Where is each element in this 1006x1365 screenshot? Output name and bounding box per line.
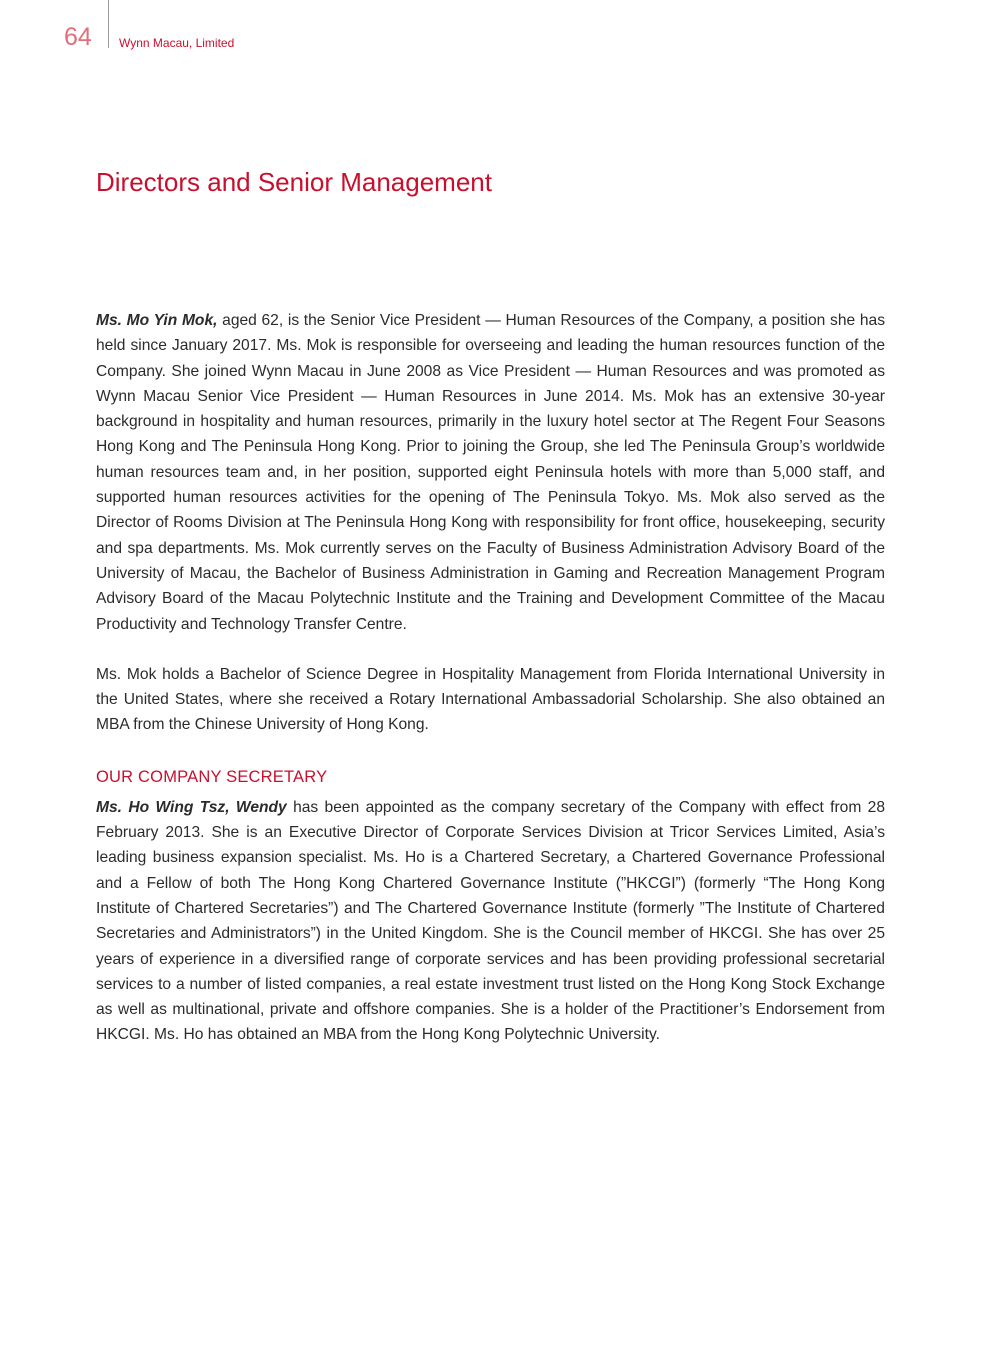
page-content xyxy=(96,308,885,1048)
page-header xyxy=(0,0,1006,60)
education-paragraph-mok: Ms. Mok holds a Bachelor of Science Degree in Hospitality Management from Florida International University in the United States, where she received a Rotary International Ambassadorial Scholarship. She also obtained an MBA from the Chinese University of Hong Kong. xyxy=(96,665,885,734)
bio-paragraph-ho xyxy=(96,795,885,1048)
bio-text-mok: aged 62, is the Senior Vice President — Human Resources of the Company, a position she has held since January 2017. Ms. Mok is responsible for overseeing and leading the human resources function of the Company. She joined Wynn Macau in June 2008 as Vice President — Human Resources and was promoted as Wynn Macau Senior Vice President — Human Resources in June 2014. Ms. Mok has an extensive 30-year background in hospitality and human resources, primarily in the luxury hotel sector at The Regent Four Seasons Hong Kong and The Peninsula Hong Kong. Prior to joining the Group, she led The Peninsula Group’s worldwide human resources team and, in her position, supported eight Peninsula hotels with more than 5,000 staff, and supported human resources activities for the opening of The Peninsula Tokyo. Ms. Mok also served as the Director of Rooms Division at The Peninsula Hong Kong with responsibility for front office, housekeeping, security and spa departments. Ms. Mok currently serves on the Faculty of Business Administration Advisory Board of the University of Macau, the Bachelor of Business Administration in Gaming and Recreation Management Program Advisory Board of the Macau Polytechnic Institute and the Training and Development Committee of the Macau Productivity and Technology Transfer Centre. xyxy=(96,312,885,633)
bio-text-ho: has been appointed as the company secretary of the Company with effect from 28 February 2013. She is an Executive Director of Corporate Services Division at Tricor Services Limited, Asia’s leading business expansion specialist. Ms. Ho is a Chartered Secretary, a Chartered Governance Professional and a Fellow of both The Hong Kong Chartered Governance Institute (”HKCGI”) (formerly “The Hong Kong Institute of Chartered Secretaries”) and The Chartered Governance Institute (formerly ”The Institute of Chartered Secretaries and Administrators”) in the United Kingdom. She is the Council member of HKCGI. She has over 25 years of experience in a diversified range of corporate services and has been providing professional secretarial services to a number of listed companies, a real estate investment trust listed on the Hong Kong Stock Exchange as well as multinational, private and offshore companies. She is a holder of the Practitioner’s Endorsement from HKCGI. Ms. Ho has obtained an MBA from the Hong Kong Polytechnic University. xyxy=(96,798,886,1044)
company-name: Wynn Macau, Limited xyxy=(119,36,235,50)
header-divider xyxy=(108,0,109,48)
page-title: Directors and Senior Management xyxy=(96,167,492,197)
person-name-mok: Ms. Mo Yin Mok, xyxy=(96,312,218,329)
person-name-ho: Ms. Ho Wing Tsz, Wendy xyxy=(96,798,287,816)
bio-paragraph-mok xyxy=(96,308,885,637)
section-heading-company-secretary: OUR COMPANY SECRETARY xyxy=(96,767,328,786)
page-number: 64 xyxy=(64,23,92,51)
